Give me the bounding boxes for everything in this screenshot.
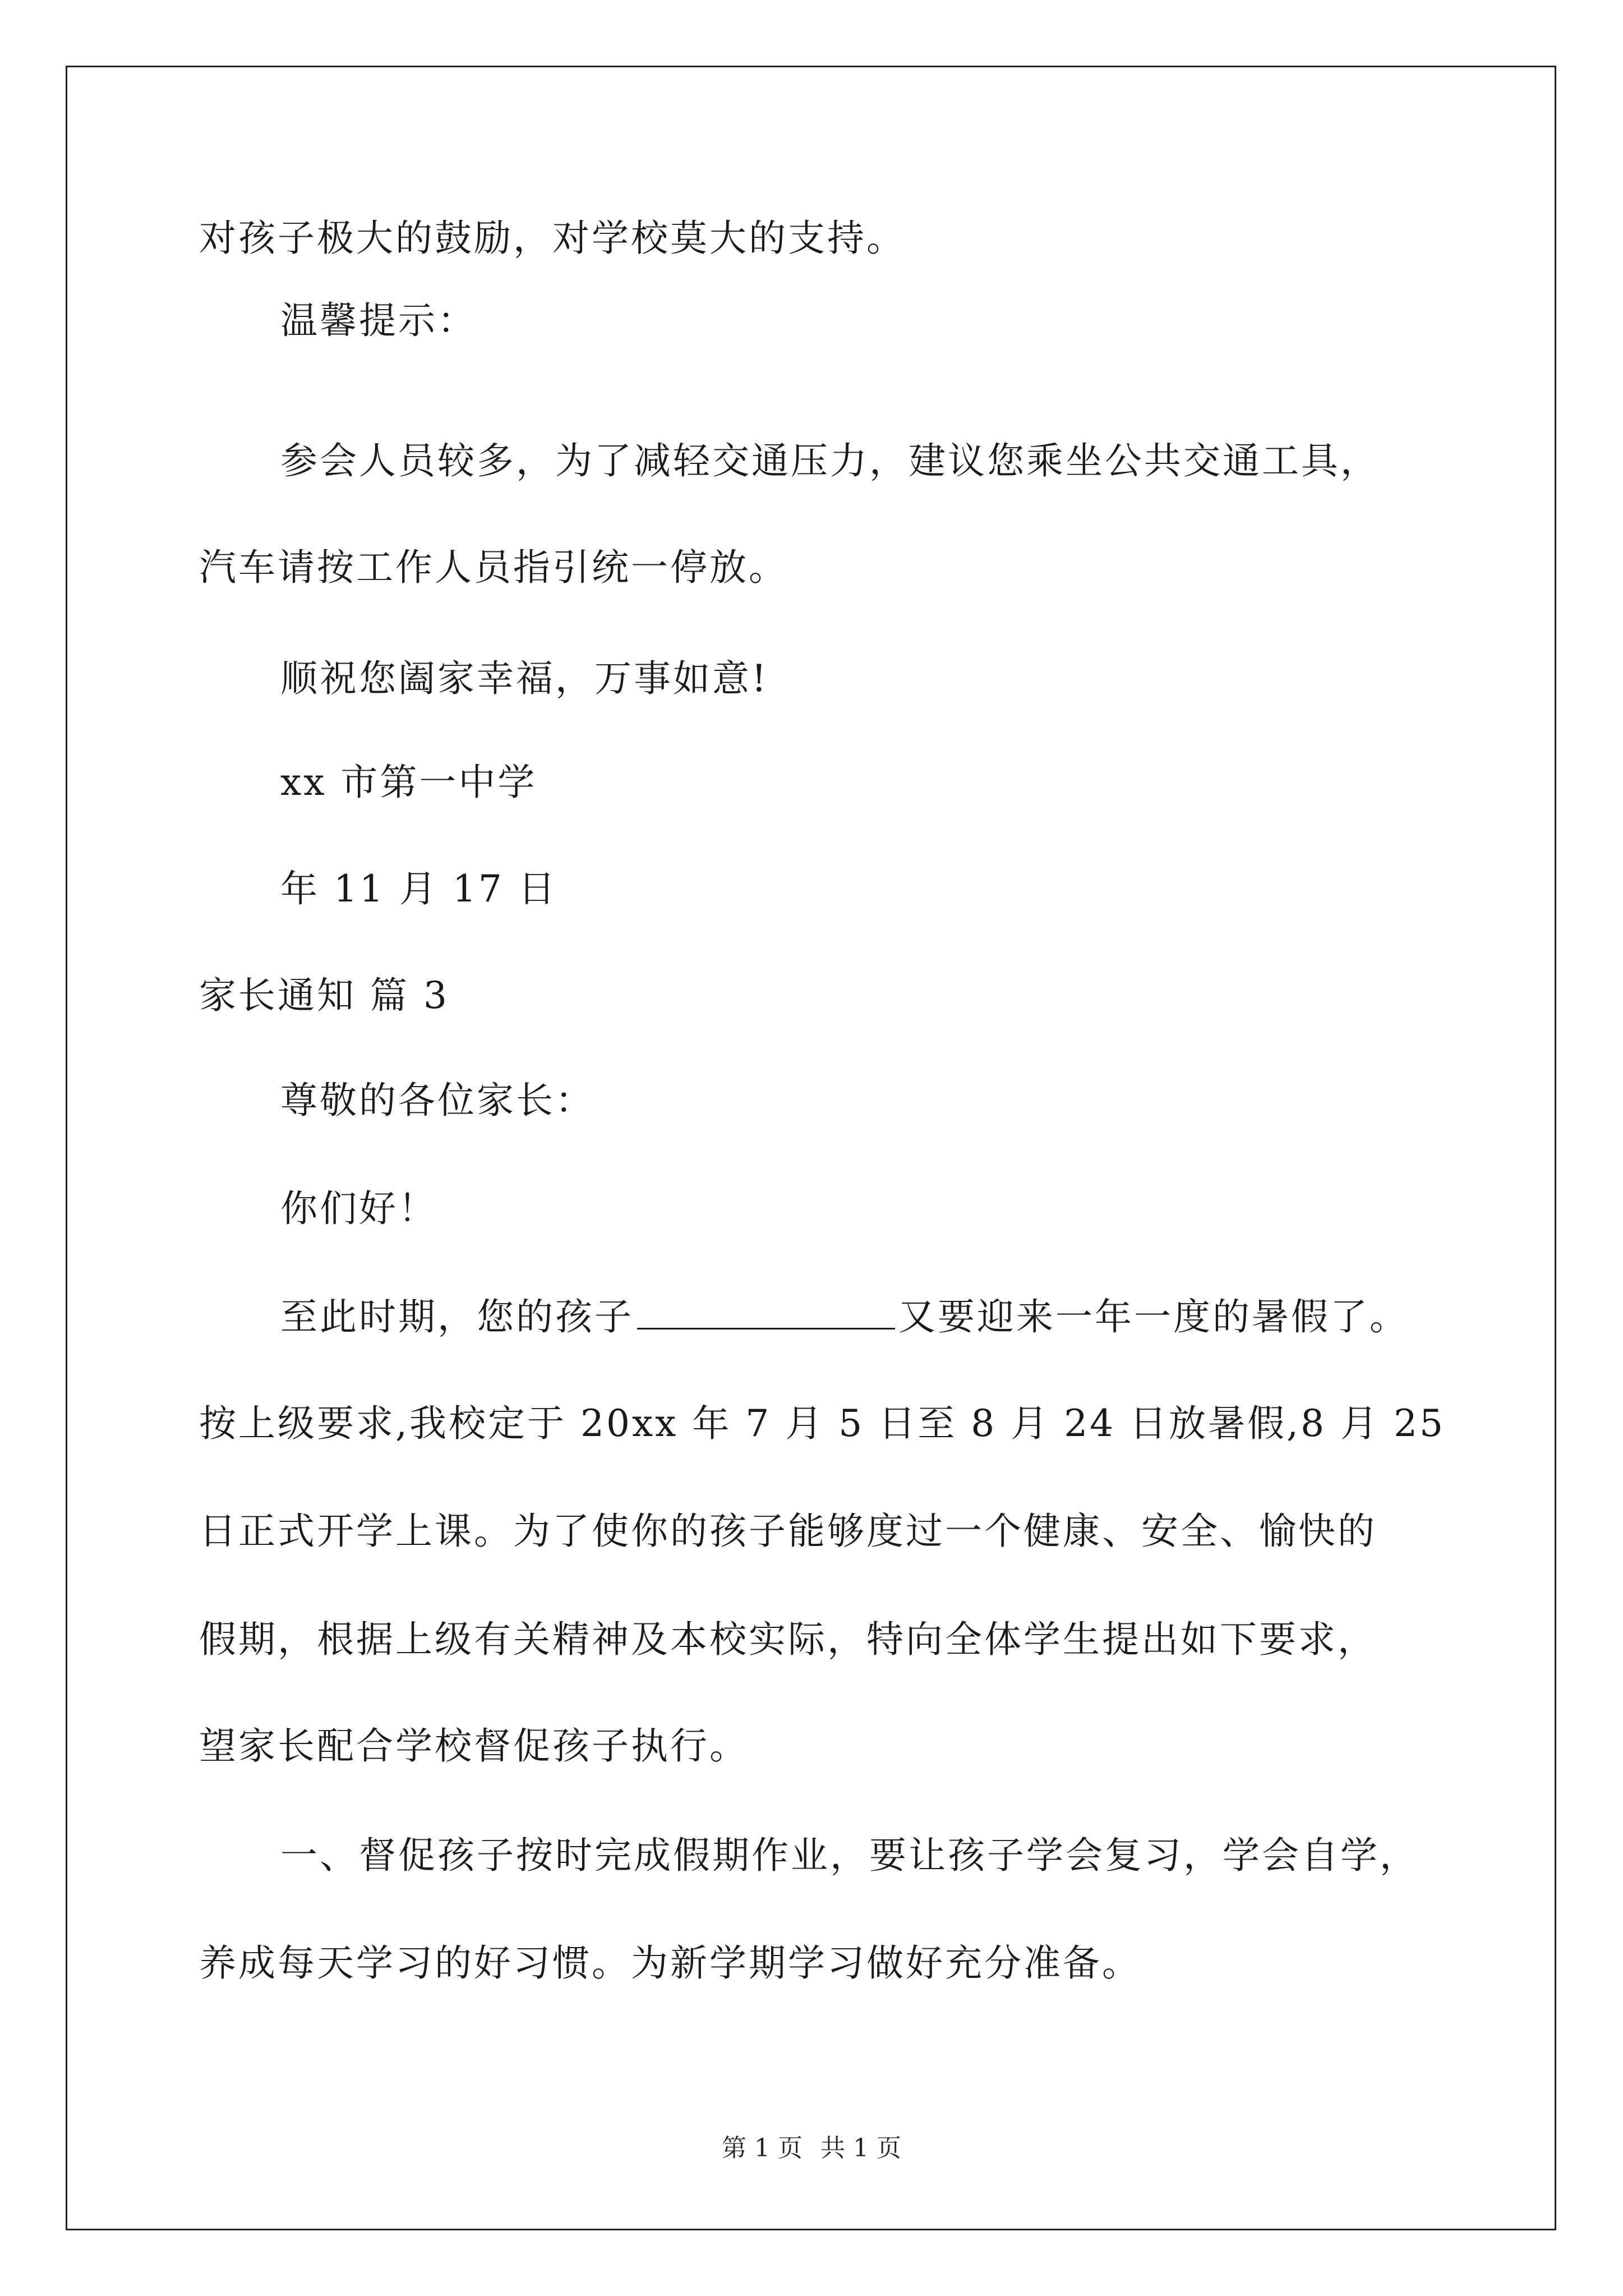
- body-line-part: 至此时期，您的孩子: [280, 1295, 634, 1338]
- salutation: 尊敬的各位家长：: [280, 1079, 594, 1122]
- fill-in-blank: [637, 1293, 895, 1329]
- body-line: 养成每天学习的好习惯。为新学期学习做好充分准备。: [199, 1941, 1141, 1985]
- body-line: [280, 1293, 1409, 1340]
- page-total: 共 1 页: [820, 2134, 901, 2162]
- body-line: 温馨提示：: [280, 299, 477, 342]
- body-line: 汽车请按工作人员指引统一停放。: [199, 546, 788, 589]
- body-line: 顺祝您阖家幸福，万事如意!: [280, 657, 769, 700]
- signature-school: xx 市第一中学: [280, 761, 537, 804]
- signature-date: 年 11 月 17 日: [280, 867, 557, 910]
- body-line: 参会人员较多，为了减轻交通压力，建议您乘坐公共交通工具，: [280, 439, 1380, 482]
- greeting: 你们好！: [280, 1187, 437, 1230]
- body-line: 假期，根据上级有关精神及本校实际，特向全体学生提出如下要求，: [199, 1618, 1377, 1661]
- page-number: 第 1 页: [722, 2134, 803, 2162]
- body-line: 一、督促孩子按时完成假期作业，要让孩子学会复习，学会自学，: [280, 1834, 1419, 1877]
- body-line-part: 又要迎来一年一度的暑假了。: [898, 1295, 1409, 1338]
- body-line: 日正式开学上课。为了使你的孩子能够度过一个健康、安全、愉快的: [199, 1510, 1377, 1553]
- page-border: [66, 66, 1556, 2230]
- body-line: 对孩子极大的鼓励，对学校莫大的支持。: [199, 217, 906, 260]
- body-line: 按上级要求,我校定于 20xx 年 7 月 5 日至 8 月 24 日放暑假,8 月 25: [199, 1402, 1446, 1445]
- page-footer: [0, 2133, 1623, 2164]
- section-heading: 家长通知 篇 3: [199, 974, 449, 1017]
- body-line: 望家长配合学校督促孩子执行。: [199, 1724, 749, 1768]
